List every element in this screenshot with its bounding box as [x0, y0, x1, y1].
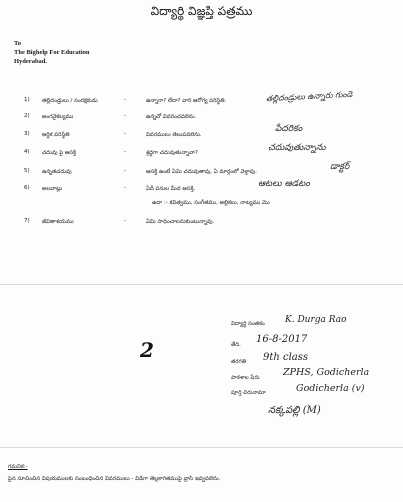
row-question: ఉన్నచో వివరించవలెను.	[146, 114, 197, 120]
row-label: చదువు పై ఆసక్తి	[42, 150, 76, 156]
row-example: ఉదా :- కవిత్వము, సంగీతము, అల్లికలు, నాట్యము మొ	[152, 200, 270, 206]
handwritten-answer: డాక్టర్	[330, 162, 350, 172]
row-label: ఆర్ధిక పరిస్థితి	[42, 132, 70, 138]
row-dash: -	[124, 149, 126, 155]
row-label: ఉన్నతచదువు	[42, 169, 72, 175]
row-question: ఉన్నారా? లేదా? వారి ఆరోగ్య పరిస్థితి.	[146, 98, 227, 104]
address-line-to: To	[14, 40, 21, 47]
address-mandal-value: నక్కపల్లి (M)	[268, 405, 321, 416]
row-label: అలవాట్లు	[42, 186, 63, 192]
school-value: ZPHS, Godicherla	[283, 367, 370, 378]
address-line-org: The Bighelp For Education	[14, 49, 90, 56]
form-title: విద్యార్థి విజ్ఞప్తి పత్రము	[150, 4, 253, 18]
row-label: అంగవైకల్యము	[42, 114, 74, 120]
row-number: 2)	[24, 113, 30, 119]
row-label: జీవితాశయము	[42, 219, 74, 225]
row-number: 4)	[24, 149, 30, 155]
handwritten-answer: చదువుతున్నాను	[268, 143, 326, 153]
row-number: 1)	[24, 97, 30, 103]
row-question: ఏదీ పనుల మీద ఆసక్తి.	[146, 186, 196, 192]
row-label: తల్లిదండ్రులు / సంరక్షకుడు	[42, 98, 98, 104]
field-label-address: పూర్తి చిరునామా	[231, 390, 266, 396]
row-number: 3)	[24, 131, 30, 137]
handwritten-mark: 2	[140, 338, 154, 362]
class-value: 9th class	[263, 352, 309, 363]
note-label: గమనిక:-	[8, 464, 28, 470]
row-dash: -	[124, 113, 126, 119]
row-question: ఆసక్తి ఉంటే ఏమి చదువుతావు, ఏ మార్గంలో వెళ్తావు.	[146, 169, 257, 175]
paper-fold-line	[0, 284, 403, 285]
field-label-school: పాఠశాల పేరు	[231, 375, 260, 381]
row-dash: -	[124, 97, 126, 103]
paper-fold-line	[0, 447, 403, 448]
address-line-city: Hyderabad.	[14, 58, 48, 65]
handwritten-answer: తల్లిదండ్రులు ఉన్నారు గుండె	[265, 89, 353, 104]
handwritten-answer: పేదరికం	[275, 124, 303, 134]
row-dash: -	[124, 131, 126, 137]
field-label-class: తరగతి	[231, 359, 247, 365]
row-dash: -	[124, 218, 126, 224]
row-question: వివరములు తెలుపవలెను.	[146, 132, 202, 138]
date-value: 16-8-2017	[256, 334, 308, 345]
field-label-date: తేది.	[231, 342, 241, 348]
address-value: Godicherla (v)	[296, 383, 365, 394]
note-text: పైన సూచించిన విషయములకు సంబంధించిన వివరములు - విడిగా తెల్లకాగితముపై వ్రాసి ఇవ్వవలెను.	[8, 476, 221, 482]
row-question: ఏమి సాధించాలనుకుంటున్నావు.	[146, 219, 215, 225]
row-number: 5)	[24, 168, 30, 174]
field-label-signature: విద్యార్థి సంతకం	[231, 321, 265, 327]
row-dash: -	[124, 185, 126, 191]
row-number: 6)	[24, 185, 30, 191]
handwritten-answer: ఆటలు ఆడటం	[258, 179, 310, 189]
student-signature: K. Durga Rao	[285, 315, 347, 325]
row-dash: -	[124, 168, 126, 174]
row-question: శ్రద్ధగా చదువుతున్నావా?	[146, 150, 198, 156]
row-number: 7)	[24, 218, 30, 224]
